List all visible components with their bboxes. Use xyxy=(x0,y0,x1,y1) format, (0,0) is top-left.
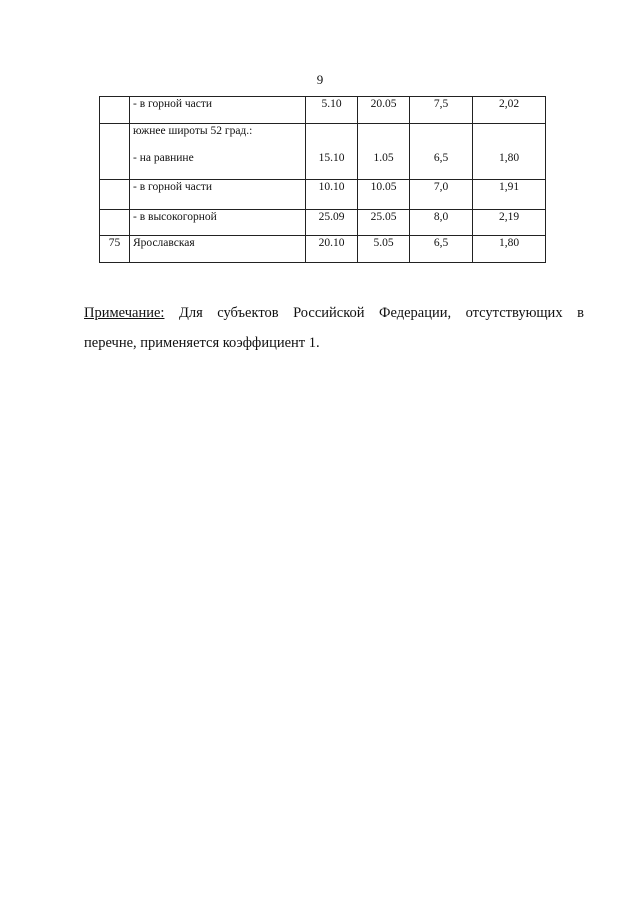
coefficient-cell: 2,02 xyxy=(473,97,546,124)
footnote-word: субъектов xyxy=(217,305,279,321)
footnote-word: в xyxy=(577,305,584,321)
footnote-word: Для xyxy=(178,305,203,321)
footnote-word: Федерации, xyxy=(379,305,452,321)
start-date-cell: 25.09 xyxy=(306,210,358,236)
value-cell: 8,0 xyxy=(410,210,473,236)
row-number-cell xyxy=(100,97,130,124)
start-date-cell: 5.10 xyxy=(306,97,358,124)
coefficient-cell: 1,80 xyxy=(473,236,546,263)
footnote-word: отсутствующих xyxy=(465,305,563,321)
end-date-cell: 25.05 xyxy=(358,210,410,236)
page-number: 9 xyxy=(316,72,324,87)
end-date-cell: 1.05 xyxy=(358,124,410,180)
table-row xyxy=(100,124,546,180)
coefficient-cell: 2,19 xyxy=(473,210,546,236)
footnote xyxy=(84,298,584,358)
start-date-cell: 15.10 xyxy=(306,124,358,180)
subregion-header: южнее широты 52 град.: xyxy=(133,125,253,137)
footnote-label: Примечание: xyxy=(84,305,165,321)
coefficient-cell: 1,91 xyxy=(473,180,546,210)
row-number-cell: 75 xyxy=(100,236,130,263)
table-row xyxy=(100,180,546,210)
row-number-cell xyxy=(100,124,130,180)
value-cell: 6,5 xyxy=(410,236,473,263)
region-name-cell xyxy=(130,124,306,180)
region-name-cell: - в горной части xyxy=(130,97,306,124)
end-date-cell: 5.05 xyxy=(358,236,410,263)
region-name-cell: Ярославская xyxy=(130,236,306,263)
footnote-line-2: перечне, применяется коэффициент 1. xyxy=(84,335,320,351)
footnote-word: Российской xyxy=(293,305,365,321)
table-row xyxy=(100,210,546,236)
subregion-label: - на равнине xyxy=(133,152,194,164)
value-cell: 7,5 xyxy=(410,97,473,124)
region-name-cell: - в горной части xyxy=(130,180,306,210)
value-cell: 7,0 xyxy=(410,180,473,210)
row-number-cell xyxy=(100,210,130,236)
region-name-cell: - в высокогорной xyxy=(130,210,306,236)
value-cell: 6,5 xyxy=(410,124,473,180)
footnote-line-1 xyxy=(84,298,584,328)
climate-coefficient-table xyxy=(99,96,546,263)
end-date-cell: 20.05 xyxy=(358,97,410,124)
table-row xyxy=(100,97,546,124)
row-number-cell xyxy=(100,180,130,210)
end-date-cell: 10.05 xyxy=(358,180,410,210)
start-date-cell: 10.10 xyxy=(306,180,358,210)
start-date-cell: 20.10 xyxy=(306,236,358,263)
table-row xyxy=(100,236,546,263)
coefficient-cell: 1,80 xyxy=(473,124,546,180)
